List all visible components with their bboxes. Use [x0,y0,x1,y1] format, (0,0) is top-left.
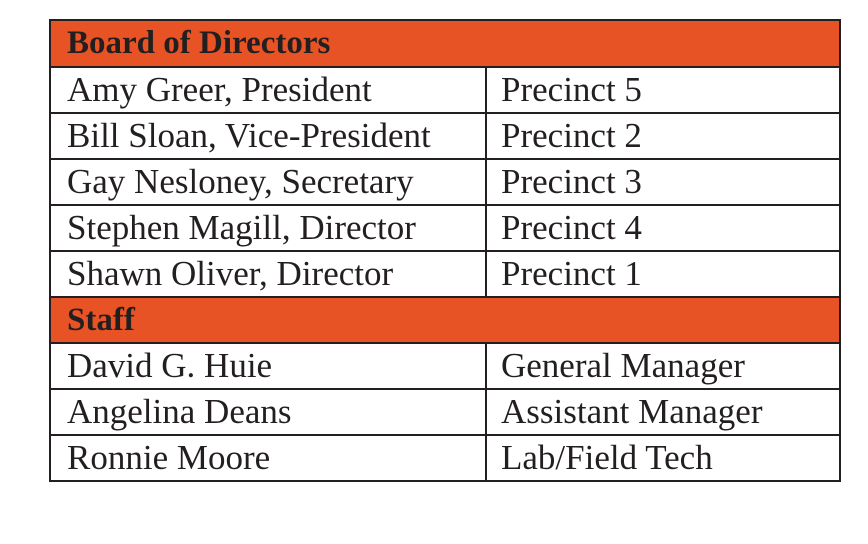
staff-heading: Staff [67,302,135,338]
table-row [51,434,839,480]
staff-section-header [51,296,839,342]
board-member-name: Gay Nesloney, Secretary [51,160,487,204]
table-row [51,250,839,296]
table-row [51,158,839,204]
board-member-name: Bill Sloan, Vice-President [51,114,487,158]
board-member-name: Shawn Oliver, Director [51,252,487,296]
table-row [51,342,839,388]
staff-member-name: David G. Huie [51,344,487,388]
board-member-name: Amy Greer, President [51,68,487,112]
board-member-name: Stephen Magill, Director [51,206,487,250]
board-member-precinct: Precinct 3 [501,162,642,201]
staff-member-name: Angelina Deans [51,390,487,434]
directors-staff-table [49,19,841,482]
board-member-precinct: Precinct 1 [501,254,642,293]
staff-member-name: Ronnie Moore [51,436,487,480]
board-heading: Board of Directors [67,25,331,61]
board-member-precinct: Precinct 5 [501,70,642,109]
table-row [51,204,839,250]
board-member-precinct: Precinct 2 [501,116,642,155]
staff-member-title: Assistant Manager [501,392,763,431]
table-row [51,66,839,112]
board-section-header [51,21,839,66]
staff-member-title: Lab/Field Tech [501,438,713,477]
staff-member-title: General Manager [501,346,745,385]
table-row [51,388,839,434]
board-member-precinct: Precinct 4 [501,208,642,247]
table-row [51,112,839,158]
